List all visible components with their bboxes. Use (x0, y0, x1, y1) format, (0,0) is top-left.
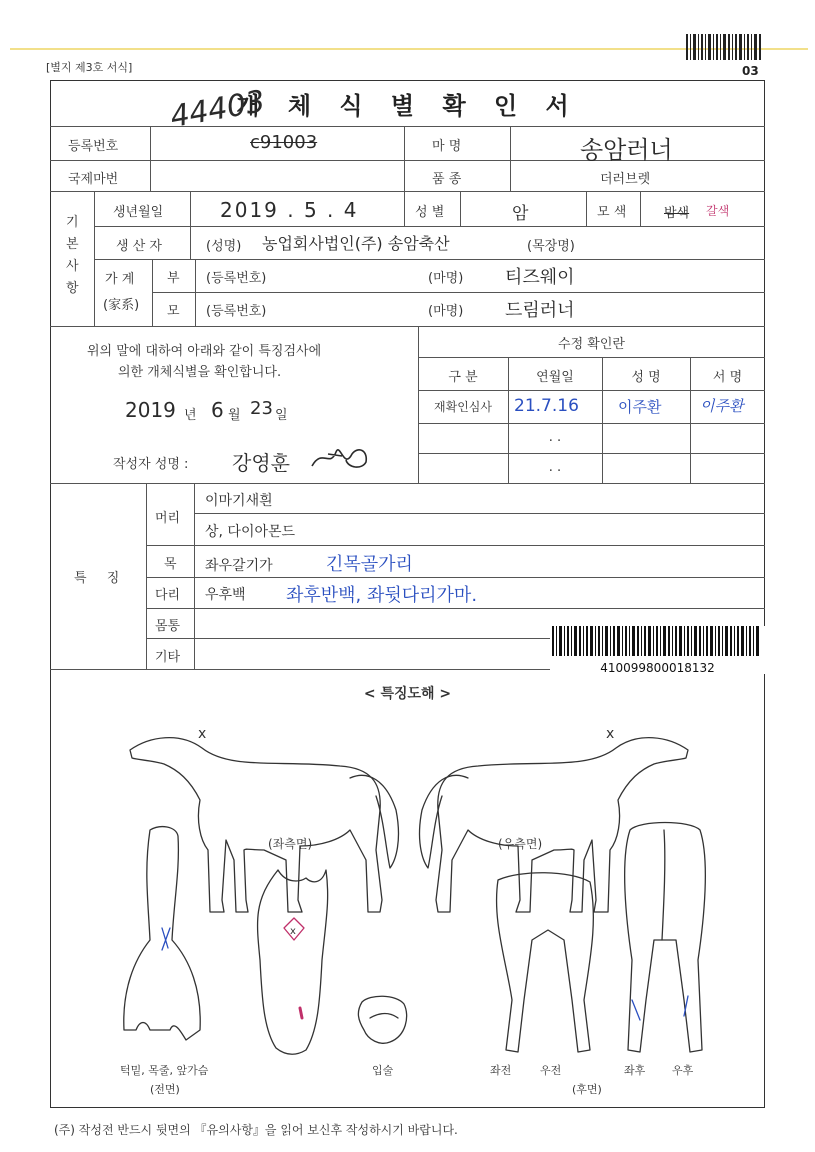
breed-value: 더러브렛 (600, 172, 651, 187)
day-label: 일 (275, 408, 288, 423)
rule (146, 608, 765, 609)
birth-value: 2019 . 5 . 4 (220, 198, 359, 222)
neck-value: 좌우갈기가 (205, 558, 273, 574)
rev-row1-type: 재확인심사 (434, 400, 492, 414)
sex-value: 암 (512, 204, 529, 224)
front-legs-outline (497, 873, 594, 1052)
sex-label: 성 별 (415, 205, 445, 220)
front-left-caption: 좌전 (490, 1064, 512, 1077)
rule (194, 483, 195, 669)
features-section-label: 특 징 (74, 571, 128, 586)
confirm-year: 2019 (125, 398, 176, 422)
head-line-2: 상, 다이아몬드 (205, 524, 296, 540)
head-front-outline (258, 870, 328, 1054)
month-label: 월 (228, 408, 241, 423)
rev-header-date: 연월일 (536, 370, 574, 385)
barcode-number: 410099800018132 (600, 661, 715, 675)
rule (94, 226, 765, 227)
farm-label: (목장명) (527, 239, 575, 254)
neck-label: 목 (164, 557, 177, 572)
left-side-horse-outline (130, 738, 382, 912)
front-caption-2: (전면) (150, 1083, 180, 1096)
right-side-horse-outline (436, 738, 688, 912)
color-value-struck: 밤색 (664, 206, 690, 221)
rule (152, 259, 153, 326)
dam-label: 모 (167, 304, 180, 319)
author-name: 강영훈 (232, 451, 290, 475)
left-side-caption-label: (좌측면) (268, 837, 313, 851)
basic-section-label: 기 본 사 항 (66, 215, 79, 296)
reg-no-value: 44403 (167, 83, 268, 136)
rule (146, 545, 765, 546)
rule (50, 126, 765, 127)
lineage-label: 가 계 (105, 272, 135, 287)
lineage-hanja: (家系) (103, 298, 140, 313)
legs-value: 우후백 (205, 587, 246, 603)
rule (510, 126, 511, 191)
sire-name: 티즈웨이 (505, 267, 575, 288)
horse-name-value: 송암러너 (580, 136, 673, 164)
neck-front-outline (124, 827, 200, 1040)
footer-note: (주) 작성전 반드시 뒷면의 『유의사항』을 읽어 보신후 작성하시기 바랍니다. (54, 1123, 458, 1137)
hind-right-caption: 우후 (672, 1064, 694, 1077)
year-label: 년 (184, 408, 197, 423)
color-label: 모 색 (597, 205, 627, 220)
rule (150, 126, 151, 191)
body-label: 몸통 (155, 619, 181, 634)
front-caption-1: 턱밑, 목줄, 앞가슴 (120, 1064, 209, 1077)
sire-name-label: (마명) (428, 271, 464, 286)
hind-left-caption: 좌후 (624, 1064, 646, 1077)
rev-header-name: 성 명 (631, 370, 661, 385)
rule (50, 326, 765, 327)
rev-row3-date: . . (548, 460, 562, 475)
confirm-text-2: 의한 개체식별을 확인합니다. (118, 365, 282, 380)
birth-label: 생년월일 (113, 205, 164, 220)
rule (146, 577, 765, 578)
rule (418, 357, 765, 358)
author-label: 작성자 성명 : (113, 457, 189, 472)
rule (460, 191, 461, 226)
dam-name-label: (마명) (428, 304, 464, 319)
confirm-day: 23 (250, 398, 273, 419)
rev-row1-date: 21.7.16 (514, 396, 579, 416)
confirm-text-1: 위의 말에 대하여 아래와 같이 특징검사에 (87, 344, 322, 359)
sire-reg-no-label: (등록번호) (206, 271, 267, 286)
barcode-sticker (550, 626, 765, 674)
rev-row1-name: 이주환 (618, 398, 662, 416)
rule (418, 423, 765, 424)
rule (195, 259, 196, 326)
other-label: 기타 (155, 650, 181, 665)
legs-label: 다리 (155, 588, 181, 603)
svg-text:x: x (198, 726, 207, 742)
neck-value-blue: 긴목골가리 (326, 554, 413, 575)
rule (190, 191, 191, 259)
barcode-icon (550, 626, 765, 658)
dam-reg-no-label: (등록번호) (206, 304, 267, 319)
reg-no-struck: c91003 (250, 132, 318, 153)
rule (404, 191, 405, 226)
rule (418, 453, 765, 454)
lips-outline (358, 996, 406, 1043)
head-line-1: 이마기새흰 (205, 493, 273, 509)
rev-row2-date: . . (548, 430, 562, 445)
svg-text:x: x (290, 926, 296, 937)
rule (640, 191, 641, 226)
dam-name: 드림러너 (505, 300, 575, 321)
producer-name-value: 농업회사법인(주) 송암축산 (262, 234, 450, 253)
rule (194, 513, 765, 514)
form-reference: [별지 제3호 서식] (46, 61, 133, 74)
horse-diagram (50, 700, 765, 1106)
reg-no-label: 등록번호 (68, 139, 119, 154)
confirm-month: 6 (211, 398, 224, 422)
producer-name-label: (성명) (206, 239, 242, 254)
breed-label: 품 종 (432, 172, 462, 187)
rule (50, 483, 765, 484)
horse-name-label: 마 명 (432, 139, 462, 154)
head-label: 머리 (155, 511, 181, 526)
color-value: 갈색 (706, 204, 730, 218)
rear-caption: (후면) (572, 1083, 602, 1096)
document-title: 개 체 식 별 확 인 서 (236, 92, 579, 120)
intl-no-label: 국제마번 (68, 172, 119, 187)
rev-header-sign: 서 명 (712, 370, 743, 385)
lips-caption: 입술 (372, 1064, 394, 1077)
legs-value-blue: 좌후반백, 좌뒷다리가마. (286, 585, 478, 606)
producer-label: 생 산 자 (116, 239, 162, 254)
top-barcode (686, 34, 762, 60)
sire-label: 부 (167, 271, 180, 286)
rev-header-type: 구 분 (448, 370, 478, 385)
author-signature (308, 440, 380, 476)
front-right-caption: 우전 (540, 1064, 562, 1077)
rule (146, 483, 147, 669)
rule (50, 191, 765, 192)
svg-text:x: x (606, 726, 615, 742)
rule (418, 390, 765, 391)
page-number: 03 (742, 64, 759, 78)
diagram-title: < 특징도해 > (363, 686, 452, 702)
rev-row1-sign: 이주환 (700, 397, 744, 415)
rule (404, 126, 405, 191)
revision-title: 수정 확인란 (558, 337, 625, 352)
rule (152, 292, 765, 293)
rule (586, 191, 587, 226)
right-side-caption-label: (우측면) (498, 837, 543, 851)
